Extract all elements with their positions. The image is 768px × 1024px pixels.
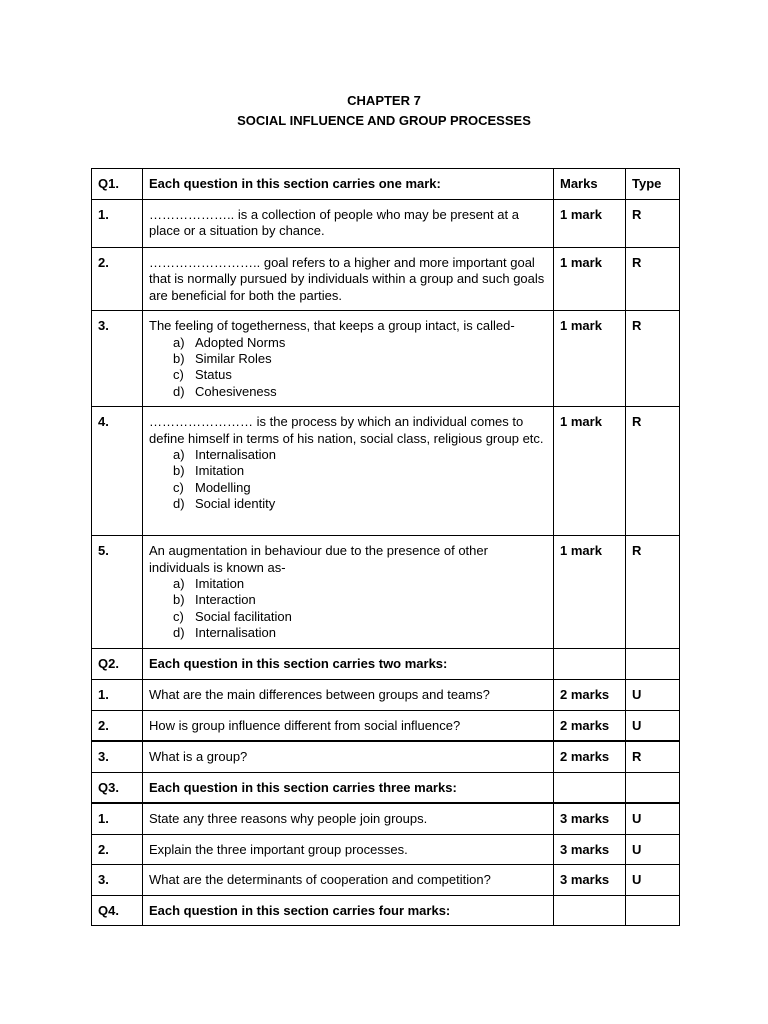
section-heading: Each question in this section carries two marks: bbox=[143, 649, 554, 679]
marks-column-header: Marks bbox=[554, 169, 626, 200]
section-id: Q2. bbox=[92, 649, 143, 679]
chapter-title: SOCIAL INFLUENCE AND GROUP PROCESSES bbox=[237, 113, 531, 128]
section-id: Q4. bbox=[92, 895, 143, 925]
option-label: a) bbox=[173, 447, 185, 463]
question-marks: 1 mark bbox=[554, 248, 626, 311]
option-label: a) bbox=[173, 334, 185, 350]
option-item bbox=[173, 463, 547, 479]
question-row bbox=[92, 679, 680, 710]
question-marks: 3 marks bbox=[554, 864, 626, 895]
question-row bbox=[92, 311, 680, 407]
question-marks: 1 mark bbox=[554, 311, 626, 407]
question-row bbox=[92, 248, 680, 311]
section-heading: Each question in this section carries three marks: bbox=[143, 772, 554, 803]
section-header-row bbox=[92, 895, 680, 925]
question-number: 1. bbox=[92, 803, 143, 834]
option-list bbox=[149, 576, 547, 642]
section-header-row bbox=[92, 649, 680, 679]
option-item bbox=[173, 367, 547, 383]
option-text: Cohesiveness bbox=[195, 383, 277, 399]
option-item bbox=[173, 576, 547, 592]
question-number: 5. bbox=[92, 536, 143, 649]
question-type: U bbox=[626, 803, 680, 834]
empty-cell bbox=[626, 895, 680, 925]
question-number: 4. bbox=[92, 407, 143, 536]
option-text: Modelling bbox=[195, 479, 251, 495]
option-item bbox=[173, 496, 547, 512]
question-table bbox=[91, 168, 680, 926]
question-number: 1. bbox=[92, 200, 143, 248]
question-row bbox=[92, 803, 680, 834]
option-item bbox=[173, 384, 547, 400]
empty-cell bbox=[554, 772, 626, 803]
section-header-row bbox=[92, 169, 680, 200]
question-marks: 1 mark bbox=[554, 407, 626, 536]
option-text: Adopted Norms bbox=[195, 334, 286, 350]
question-type: U bbox=[626, 834, 680, 864]
question-row bbox=[92, 834, 680, 864]
option-text: Imitation bbox=[195, 576, 245, 592]
question-row bbox=[92, 741, 680, 772]
option-label: d) bbox=[173, 625, 185, 641]
option-list bbox=[149, 447, 547, 513]
question-cell bbox=[143, 311, 554, 407]
question-text: How is group influence different from social influence? bbox=[143, 710, 554, 741]
question-marks: 3 marks bbox=[554, 803, 626, 834]
option-text: Internalisation bbox=[195, 447, 276, 463]
question-text: …………………… is the process by which an individual comes to define himself in terms of his nation, social class, religious group etc. bbox=[149, 414, 544, 446]
question-text: What is a group? bbox=[143, 741, 554, 772]
option-item bbox=[173, 625, 547, 641]
question-type: R bbox=[626, 311, 680, 407]
section-heading: Each question in this section carries four marks: bbox=[143, 895, 554, 925]
question-text: What are the main differences between groups and teams? bbox=[143, 679, 554, 710]
option-label: d) bbox=[173, 496, 185, 512]
option-item bbox=[173, 609, 547, 625]
question-row bbox=[92, 407, 680, 536]
question-type: U bbox=[626, 864, 680, 895]
section-id: Q3. bbox=[92, 772, 143, 803]
question-number: 1. bbox=[92, 679, 143, 710]
type-column-header: Type bbox=[626, 169, 680, 200]
question-type: U bbox=[626, 710, 680, 741]
question-marks: 1 mark bbox=[554, 536, 626, 649]
option-item bbox=[173, 447, 547, 463]
question-type: R bbox=[626, 741, 680, 772]
empty-cell bbox=[554, 895, 626, 925]
question-type: R bbox=[626, 200, 680, 248]
option-text: Interaction bbox=[195, 592, 256, 608]
option-text: Status bbox=[195, 367, 232, 383]
question-row bbox=[92, 864, 680, 895]
option-label: b) bbox=[173, 592, 185, 608]
option-label: b) bbox=[173, 463, 185, 479]
option-text: Social identity bbox=[195, 496, 276, 512]
section-heading: Each question in this section carries one mark: bbox=[143, 169, 554, 200]
option-text: Similar Roles bbox=[195, 351, 272, 367]
question-marks: 2 marks bbox=[554, 710, 626, 741]
question-number: 2. bbox=[92, 710, 143, 741]
option-item bbox=[173, 480, 547, 496]
option-text: Imitation bbox=[195, 463, 245, 479]
question-text: State any three reasons why people join groups. bbox=[143, 803, 554, 834]
question-number: 2. bbox=[92, 248, 143, 311]
empty-cell bbox=[626, 649, 680, 679]
empty-cell bbox=[554, 649, 626, 679]
option-list bbox=[149, 335, 547, 401]
section-id: Q1. bbox=[92, 169, 143, 200]
chapter-number: CHAPTER 7 bbox=[347, 93, 421, 108]
question-text: The feeling of togetherness, that keeps a group intact, is called- bbox=[149, 318, 515, 334]
question-marks: 1 mark bbox=[554, 200, 626, 248]
question-row bbox=[92, 200, 680, 248]
option-text: Social facilitation bbox=[195, 608, 292, 624]
option-label: b) bbox=[173, 351, 185, 367]
option-text: Internalisation bbox=[195, 625, 276, 641]
question-number: 3. bbox=[92, 311, 143, 407]
question-type: R bbox=[626, 407, 680, 536]
question-number: 3. bbox=[92, 864, 143, 895]
option-label: a) bbox=[173, 576, 185, 592]
empty-cell bbox=[626, 772, 680, 803]
question-marks: 3 marks bbox=[554, 834, 626, 864]
section-header-row bbox=[92, 772, 680, 803]
option-label: c) bbox=[173, 479, 184, 495]
question-number: 2. bbox=[92, 834, 143, 864]
option-label: c) bbox=[173, 367, 184, 383]
question-text: What are the determinants of cooperation and competition? bbox=[143, 864, 554, 895]
question-marks: 2 marks bbox=[554, 741, 626, 772]
question-row bbox=[92, 536, 680, 649]
question-number: 3. bbox=[92, 741, 143, 772]
question-marks: 2 marks bbox=[554, 679, 626, 710]
question-text: …………………….. goal refers to a higher and more important goal that is normally pursued by individuals within a group and such goals are beneficial for both the parties. bbox=[143, 248, 554, 311]
option-label: d) bbox=[173, 383, 185, 399]
question-type: R bbox=[626, 536, 680, 649]
question-type: R bbox=[626, 248, 680, 311]
question-text: Explain the three important group processes. bbox=[143, 834, 554, 864]
question-cell bbox=[143, 407, 554, 536]
question-text: ……………….. is a collection of people who may be present at a place or a situation by chance. bbox=[143, 200, 554, 248]
option-label: c) bbox=[173, 608, 184, 624]
question-cell bbox=[143, 536, 554, 649]
question-text: An augmentation in behaviour due to the presence of other individuals is known as- bbox=[149, 543, 488, 575]
option-item bbox=[173, 592, 547, 608]
question-row bbox=[92, 710, 680, 741]
option-item bbox=[173, 351, 547, 367]
option-item bbox=[173, 335, 547, 351]
question-type: U bbox=[626, 679, 680, 710]
